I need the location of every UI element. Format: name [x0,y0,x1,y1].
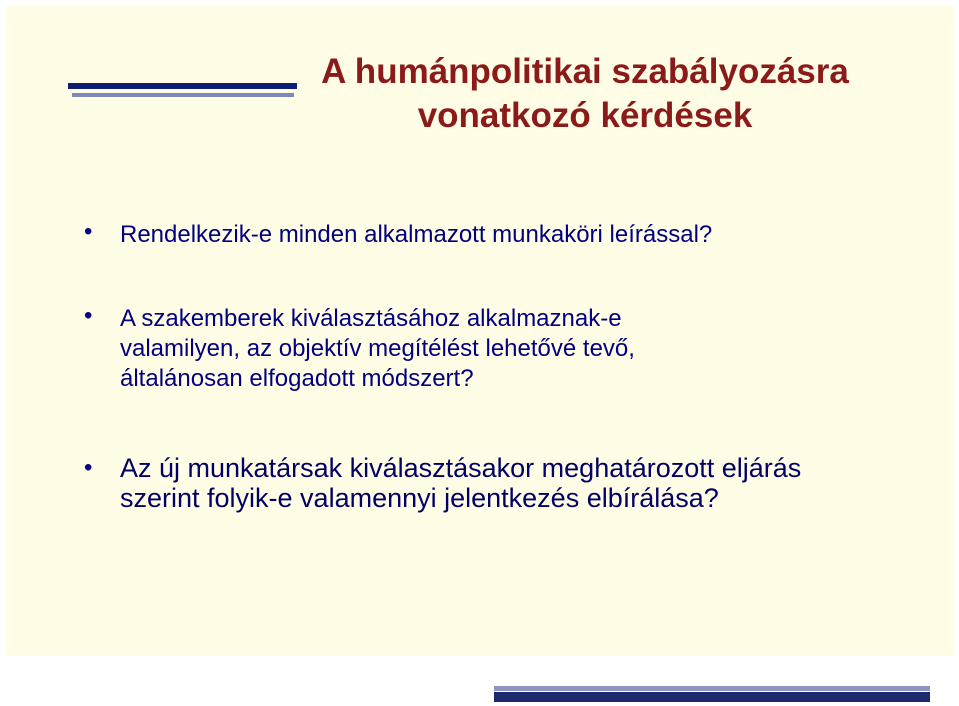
bullet-dot-2: • [84,302,93,329]
bullet-item-3 [120,453,801,513]
bullet-item-3-line-1: Az új munkatársak kiválasztásakor meghatározott eljárás [120,453,802,483]
bullet-dot-3: • [84,454,93,481]
bullet-item-2-line-2: valamilyen, az objektív megítélést lehetővé tevő, [120,335,635,362]
bullet-item-2-line-3: általánosan elfogadott módszert? [120,365,474,392]
bullet-item-1-line-1: Rendelkezik-e minden alkalmazott munkaköri leírással? [120,221,713,248]
bullet-item-3-line-2: szerint folyik-e valamennyi jelentkezés elbírálása? [120,483,719,513]
footer-accent-bar-light [494,686,930,691]
slide-title [240,50,930,138]
slide-title-line-2: vonatkozó kérdések [417,96,753,135]
slide-title-line-1: A humánpolitikai szabályozásra [321,52,849,91]
bullet-item-2 [120,304,635,394]
bullet-item-2-line-1: A szakemberek kiválasztásához alkalmaznak-e [120,305,622,332]
bullet-dot-1: • [84,218,93,245]
bullet-item-1 [120,220,712,250]
footer-accent-bar [494,692,930,702]
